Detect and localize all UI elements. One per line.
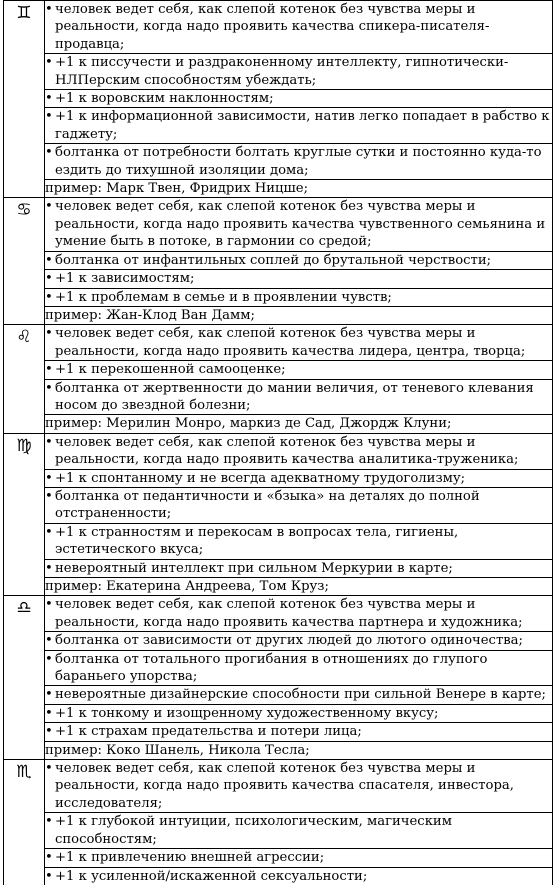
- example-line: пример: Жан-Клод Ван Дамм;: [45, 307, 255, 323]
- list-item: • +1 к перекошенной самооценке;: [45, 361, 552, 379]
- list-item: • +1 к зависимостям;: [45, 270, 552, 288]
- list-item: • +1 к проблемам в семье и в проявлении чувств;: [45, 289, 552, 307]
- list-item: • болтанка от педантичности и «бзыка» на деталях до полной отстраненности;: [45, 488, 552, 524]
- list-item: • +1 к писсучести и раздраконенному интеллекту, гипнотически-НЛПерским способностям убеждать;: [45, 54, 552, 90]
- list-item: • +1 к глубокой интуиции, психологическим, магическим способностям;: [45, 813, 552, 849]
- list-item: • +1 к тонкому и изощренному художественному вкусу;: [45, 705, 552, 723]
- sign-description: [45, 596, 553, 760]
- sign-description: [45, 325, 553, 433]
- libra-icon: ♎: [16, 598, 32, 619]
- list-item: • человек ведет себя, как слепой котенок без чувства меры и реальности, когда надо проявить качества лидера, центра, творца;: [45, 325, 552, 361]
- list-item: • невероятный интеллект при сильном Меркурии в карте;: [45, 560, 552, 578]
- sign-description: [45, 198, 553, 325]
- example-line: пример: Мерилин Монро, маркиз де Сад, Джордж Клуни;: [45, 416, 452, 432]
- sign-description: [45, 1, 553, 198]
- example-line: пример: Екатерина Андреева, Том Круз;: [45, 579, 329, 594]
- list-item: • невероятные дизайнерские способности при сильной Венере в карте;: [45, 686, 552, 704]
- cancer-icon: ♋: [16, 200, 32, 221]
- zodiac-table-body: [4, 1, 553, 885]
- sign-row-scorpio: [4, 760, 553, 885]
- list-item: • +1 к воровским наклонностям;: [45, 90, 552, 108]
- list-item: • человек ведет себя, как слепой котенок без чувства меры и реальности, когда надо проявить качества партнера и художника;: [45, 596, 552, 632]
- list-item: • болтанка от жертвенности до мании величия, от теневого клевания носом до звездной болезни;: [45, 380, 552, 416]
- sign-row-libra: [4, 596, 553, 760]
- sign-row-virgo: [4, 433, 553, 596]
- leo-icon: ♌: [16, 327, 32, 348]
- sign-cell: [4, 1, 45, 198]
- sign-row-cancer: [4, 198, 553, 325]
- gemini-icon: ♊: [16, 3, 32, 23]
- list-item: • +1 к привлечению внешней агрессии;: [45, 849, 552, 867]
- sign-cell: [4, 760, 45, 885]
- list-item: • человек ведет себя, как слепой котенок без чувства меры и реальности, когда надо проявить качества аналитика-труженика;: [45, 434, 552, 470]
- list-item: • +1 к усиленной/искаженной сексуальности;: [45, 868, 552, 885]
- list-item: • человек ведет себя, как слепой котенок без чувства меры и реальности, когда надо проявить качества чувственного семьянина и умение быть в потоке, в гармонии со средой;: [45, 198, 552, 251]
- sign-row-gemini: [4, 1, 553, 198]
- list-item: • болтанка от тотального прогибания в отношениях до глупого бараньего упорства;: [45, 651, 552, 687]
- virgo-icon: ♍: [16, 435, 32, 456]
- sign-description: [45, 433, 553, 596]
- sign-cell: [4, 198, 45, 325]
- list-item: • человек ведет себя, как слепой котенок без чувства меры и реальности, когда надо проявить качества спикера-писателя-продавца;: [45, 1, 552, 54]
- list-item: • +1 к странностям и перекосам в вопросах тела, гигиены, эстетического вкуса;: [45, 524, 552, 560]
- document-page: [3, 0, 553, 885]
- zodiac-table: [3, 0, 553, 885]
- list-item: • болтанка от инфантильных соплей до брутальной черствости;: [45, 252, 552, 270]
- sign-row-leo: [4, 325, 553, 433]
- list-item: • +1 к страхам предательства и потери лица;: [45, 723, 552, 741]
- example-line: пример: Коко Шанель, Никола Тесла;: [45, 742, 310, 758]
- example-line: пример: Марк Твен, Фридрих Ницше;: [45, 181, 309, 197]
- list-item: • +1 к информационной зависимости, натив легко попадает в рабство к гаджету;: [45, 108, 552, 144]
- list-item: • человек ведет себя, как слепой котенок без чувства меры и реальности, когда надо проявить качества спасателя, инвестора, исследователя;: [45, 760, 552, 813]
- sign-description: [45, 760, 553, 885]
- sign-cell: [4, 325, 45, 433]
- scorpio-icon: ♏: [16, 762, 32, 783]
- sign-cell: [4, 433, 45, 596]
- sign-cell: [4, 596, 45, 760]
- list-item: • болтанка от зависимости от других людей до лютого одиночества;: [45, 632, 552, 650]
- list-item: • болтанка от потребности болтать круглые сутки и постоянно куда-то ездить до тихушной изоляции дома;: [45, 144, 552, 180]
- list-item: • +1 к спонтанному и не всегда адекватному трудоголизму;: [45, 470, 552, 488]
